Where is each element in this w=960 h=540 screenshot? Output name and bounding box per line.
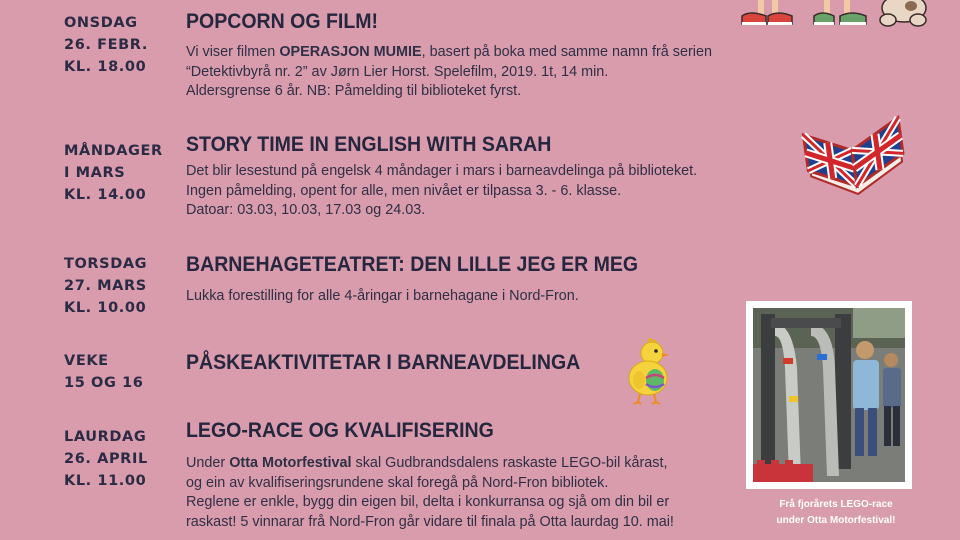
event-date-text: 27. MARS <box>64 278 147 294</box>
event-description <box>186 43 712 102</box>
film-title: OPERASJON MUMIE <box>279 44 422 60</box>
event-description-text: Under <box>186 455 230 471</box>
event-date-text: 15 OG 16 <box>64 375 144 391</box>
event-time: KL. 10.00 <box>64 300 147 316</box>
event-title: PÅSKEAKTIVITETAR I BARNEAVDELINGA <box>186 351 581 374</box>
festival-name: Otta Motorfestival <box>229 455 352 471</box>
event-description <box>186 162 697 221</box>
event-description-line: Aldersgrense 6 år. NB: Påmelding til biblioteket fyrst. <box>186 83 522 99</box>
event-description <box>186 454 674 532</box>
photo-caption-line: under Otta Motorfestival! <box>776 515 896 526</box>
event-date-text: I MARS <box>64 165 126 181</box>
event-description-line: Ingen påmelding, opent for alle, men nivået er tilpassa 3. - 6. klasse. <box>186 182 622 199</box>
event-date <box>64 253 147 319</box>
event-description-line <box>186 454 674 474</box>
event-description-line <box>186 43 712 63</box>
event-time: KL. 11.00 <box>64 473 147 489</box>
event-title: BARNEHAGETEATRET: DEN LILLE JEG ER MEG <box>186 253 639 276</box>
lego-race-photo <box>746 301 912 489</box>
event-description-line: Lukka forestilling for alle 4-åringar i barnehagane i Nord-Fron. <box>186 288 579 304</box>
event-description-text: skal Gudbrandsdalens raskaste LEGO-bil kårast, <box>351 455 668 471</box>
event-description-line: Datoar: 03.03, 10.03, 17.03 og 24.03. <box>186 202 426 218</box>
event-description-text: , basert på boka med samme namn frå serien <box>421 44 712 60</box>
event-description-line: Det blir lesestund på engelsk 4 måndager i mars i barneavdelinga på biblioteket. <box>186 163 698 179</box>
event-title: STORY TIME IN ENGLISH WITH SARAH <box>186 133 552 156</box>
photo-caption-line: Frå fjorårets LEGO-race <box>779 499 893 510</box>
event-day: MÅNDAGER <box>64 143 163 159</box>
event-day: TORSDAG <box>64 256 148 272</box>
event-day: ONSDAG <box>64 15 138 31</box>
union-jack-book-icon <box>800 102 910 198</box>
event-date <box>64 12 148 78</box>
event-date <box>64 426 148 492</box>
event-date <box>64 350 143 394</box>
event-day: VEKE <box>64 353 109 369</box>
event-description-line: Reglene er enkle, bygg din eigen bil, delta i konkurransa og sjå om din bil er <box>186 494 670 510</box>
event-date-text: 26. APRIL <box>64 451 148 467</box>
photo-caption <box>748 497 924 529</box>
event-title: LEGO-RACE OG KVALIFISERING <box>186 419 494 442</box>
event-date <box>64 140 163 206</box>
event-description-line: og ein av kvalifiseringsrundene skal foregå på Nord-Fron bibliotek. <box>186 474 609 491</box>
event-description-line: “Detektivbyrå nr. 2” av Jørn Lier Horst. Spelefilm, 2019. 1t, 14 min. <box>186 63 609 80</box>
event-description <box>186 287 579 307</box>
event-date-text: 26. FEBR. <box>64 37 148 53</box>
event-time: KL. 14.00 <box>64 187 147 203</box>
easter-chick-icon <box>622 336 678 406</box>
event-description-line: raskast! 5 vinnarar frå Nord-Fron går vidare til finala på Otta laurdag 10. mai! <box>186 513 674 530</box>
event-description-text: Vi viser filmen <box>186 44 280 60</box>
event-time: KL. 18.00 <box>64 59 147 75</box>
event-day: LAURDAG <box>64 429 147 445</box>
kids-and-dog-illustration <box>736 0 936 32</box>
event-title: POPCORN OG FILM! <box>186 10 379 33</box>
